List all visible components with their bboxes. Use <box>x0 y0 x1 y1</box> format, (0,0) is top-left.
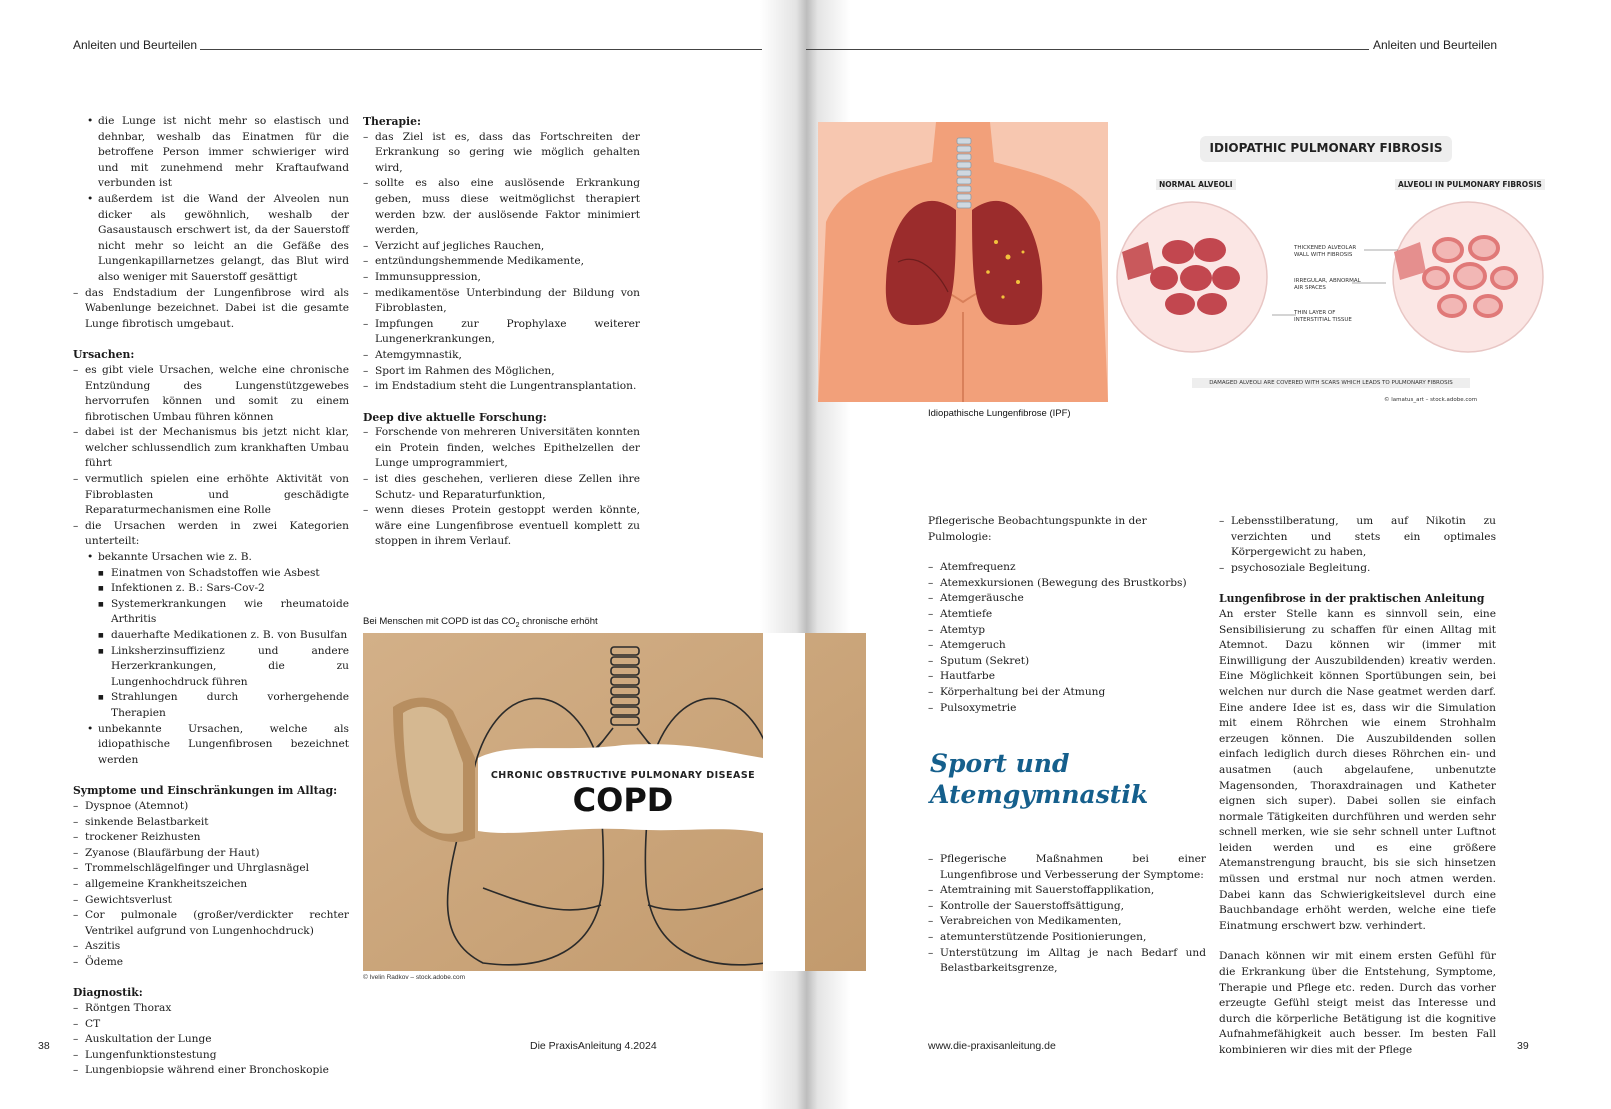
list-item: – Unterstützung im Alltag je nach Bedarf und Belastbarkeitsgrenze, <box>928 946 1206 977</box>
list-item: – allgemeine Krankheitszeichen <box>73 877 349 893</box>
list-item: – Atemfrequenz <box>928 560 1206 576</box>
list-item: – entzündungshemmende Medikamente, <box>363 254 640 270</box>
list-item: – Atemexkursionen (Bewegung des Brustkorbs) <box>928 576 1206 592</box>
list-item: ■ Systemerkrankungen wie rheumatoide Arthritis <box>98 597 349 628</box>
list-item: – Sputum (Sekret) <box>928 654 1206 670</box>
list-item: – Verabreichen von Medikamenten, <box>928 914 1206 930</box>
footer-url: www.die-praxisanleitung.de <box>928 1040 1056 1052</box>
list-item: • unbekannte Ursachen, welche als idiopathische Lungenfibrosen bezeichnet werden <box>85 722 349 769</box>
ursachen-list <box>73 363 349 550</box>
cause-categories-list <box>85 550 349 768</box>
symptome-list <box>73 799 349 971</box>
ipf-caption: Idiopathische Lungenfibrose (IPF) <box>928 408 1071 419</box>
advice-list <box>1219 514 1496 576</box>
list-item: – Lungenfunktionstestung <box>73 1048 349 1064</box>
section-title <box>930 748 1220 810</box>
ipf-bottom-note: DAMAGED ALVEOLI ARE COVERED WITH SCARS WHICH LEADS TO PULMONARY FIBROSIS <box>1192 378 1470 388</box>
copd-banner-big: COPD <box>572 781 674 819</box>
list-item: – Atemtiefe <box>928 607 1206 623</box>
intro-dash-list <box>73 286 349 333</box>
column-measures <box>928 852 1206 977</box>
intro-bullet-list <box>85 114 349 286</box>
heading-diagnostik: Diagnostik: <box>73 986 143 1000</box>
heading-symptome: Symptome und Einschränkungen im Alltag: <box>73 784 338 798</box>
list-item: – Cor pulmonale (großer/verdickter rechter Ventrikel aufgrund von Lungenhochdruck) <box>73 908 349 939</box>
page-number-right: 39 <box>1517 1040 1529 1052</box>
list-item: – Forschende von mehreren Universitäten konnten ein Protein finden, welches Epithelzellen der Lunge umprogrammiert, <box>363 425 640 472</box>
known-causes-label: bekannte Ursachen wie z. B. <box>98 551 252 564</box>
list-item: – Immunsuppression, <box>363 270 640 286</box>
list-item: – die Ursachen werden in zwei Kategorien unterteilt: <box>73 519 349 550</box>
list-item: – vermutlich spielen eine erhöhte Aktivität von Fibroblasten und geschädigte Reparaturmechanismen eine Rolle <box>73 472 349 519</box>
list-item: ■ Infektionen z. B.: Sars-Cov-2 <box>98 581 349 597</box>
ipf-credit: © lamatus_art – stock.adobe.com <box>1384 397 1478 403</box>
copd-caption-text-end: chronische erhöht <box>519 616 598 627</box>
copd-credit: © Ivelin Radkov – stock.adobe.com <box>363 974 465 981</box>
page-number-left: 38 <box>38 1040 50 1052</box>
list-item: – Atemgeräusche <box>928 591 1206 607</box>
list-item: – Trommelschlägelfinger und Uhrglasnägel <box>73 861 349 877</box>
annotation-interstitial: THIN LAYER OF INTERSTITIAL TISSUE <box>1294 310 1352 323</box>
list-item: – es gibt viele Ursachen, welche eine chronische Entzündung des Lungenstützgewebes hervorrufen können und somit zu einem fibrotischen Umbau führen können <box>73 363 349 425</box>
diagnostik-list <box>73 1001 349 1079</box>
alveoli-diagram <box>1108 122 1550 408</box>
list-item: – Lebensstilberatung, um auf Nikotin zu verzichten und stets ein optimales Körpergewicht zu haben, <box>1219 514 1496 561</box>
list-item: – psychosoziale Begleitung. <box>1219 561 1496 577</box>
copd-caption-subscript: 2 <box>515 621 520 629</box>
list-item: – Kontrolle der Sauerstoffsättigung, <box>928 899 1206 915</box>
known-causes-list <box>98 566 349 722</box>
column-observation <box>928 514 1206 716</box>
list-item: – CT <box>73 1017 349 1033</box>
list-item: – im Endstadium steht die Lungentransplantation. <box>363 379 640 395</box>
list-item: – Aszitis <box>73 939 349 955</box>
paragraph: An erster Stelle kann es sinnvoll sein, eine Sensibilisierung zu schaffen für einen Alltag mit Atemnot. Dazu können wir (immer mit Einwilligung der Auszubildenden) kreativ werden. Eine Möglichkeit können Sportübungen sein, bei welchen nur durch die Nase geatmet werden darf. Eine andere Idee ist es, dass wir die Simulation mit einem Röhrchen wie einem Strohhalm erzeugen können. Die Auszubildenden sollen einfach lediglich durch dieses Röhrchen ein- und ausatmen (auch abgelaufene, unbenutzte Magensonden, Thoraxdrainagen und Katheter eignen sich super). Dabei sollen sie einfach normale Tätigkeiten durchführen und werden sehr schnell merken, wie sie sehr schnell unter Luftnot leiden werden und es eine größere Atemanstrengung braucht, bis sie sich hinsetzen müssen und erstmal nur noch atmen werden. Dabei kann das Schwierigkeitslevel durch eine Bauchbandage erhöht werden, welche eine tiefe Einatmung erschwert bzw. verhindert. <box>1219 607 1496 932</box>
list-item: – Atemtraining mit Sauerstoffapplikation, <box>928 883 1206 899</box>
heading-ursachen: Ursachen: <box>73 348 135 362</box>
list-item: – Zyanose (Blaufärbung der Haut) <box>73 846 349 862</box>
list-item: – atemunterstützende Positionierungen, <box>928 930 1206 946</box>
list-item: – Verzicht auf jegliches Rauchen, <box>363 239 640 255</box>
ipf-title: IDIOPATHIC PULMONARY FIBROSIS <box>1209 141 1443 155</box>
list-item: ■ Einatmen von Schadstoffen wie Asbest <box>98 566 349 582</box>
list-item: – Atemgymnastik, <box>363 348 640 364</box>
annotation-thickened-wall: THICKENED ALVEOLAR WALL WITH FIBROSIS <box>1294 245 1357 258</box>
list-item: – Dyspnoe (Atemnot) <box>73 799 349 815</box>
header-rule-left <box>200 49 762 50</box>
torso-image <box>818 122 1108 402</box>
list-item: – Körperhaltung bei der Atmung <box>928 685 1206 701</box>
list-item: – Impfungen zur Prophylaxe weiterer Lungenerkrankungen, <box>363 317 640 348</box>
list-item: – ist dies geschehen, verlieren diese Zellen ihre Schutz- und Reparaturfunktion, <box>363 472 640 503</box>
list-item: – sollte es also eine auslösende Erkrankung geben, muss diese weitmöglichst therapiert werden bzw. der auslösende Faktor minimiert werden, <box>363 176 640 238</box>
fibrosis-alveoli-label: ALVEOLI IN PULMONARY FIBROSIS <box>1395 179 1545 190</box>
list-item: – das Endstadium der Lungenfibrose wird als Wabenlunge bezeichnet. Dabei ist die gesamte Lunge fibrotisch umgebaut. <box>73 286 349 333</box>
copd-image <box>363 633 866 971</box>
annotation-irregular-spaces: IRREGULAR, ABNORMAL AIR SPACES <box>1294 278 1361 291</box>
research-list <box>363 425 640 550</box>
copd-caption <box>363 616 598 629</box>
section-title-line: Sport und <box>930 749 1070 778</box>
list-item: • die Lunge ist nicht mehr so elastisch und dehnbar, weshalb das Einatmen für die betroffene Person immer schwieriger wird und mit zunehmend mehr Kraftaufwand verbunden ist <box>85 114 349 192</box>
section-title-line: Atemgymnastik <box>930 780 1149 809</box>
heading-research: Deep dive aktuelle Forschung: <box>363 410 547 424</box>
footer-magazine: Die PraxisAnleitung 4.2024 <box>530 1040 657 1052</box>
header-rule-right <box>806 49 1369 50</box>
list-item: – Röntgen Thorax <box>73 1001 349 1017</box>
list-item: – sinkende Belastbarkeit <box>73 815 349 831</box>
list-item: – Atemgeruch <box>928 638 1206 654</box>
list-item: ■ Linksherzinsuffizienz und andere Herzerkrankungen, die zu Lungenhochdruck führen <box>98 644 349 691</box>
normal-alveoli-label: NORMAL ALVEOLI <box>1156 179 1236 190</box>
column-therapy-research <box>363 114 640 550</box>
list-item: – Auskultation der Lunge <box>73 1032 349 1048</box>
list-item: • außerdem ist die Wand der Alveolen nun dicker als gewöhnlich, weshalb der Gasaustausch erschwert ist, da der Sauerstoff nicht mehr so leicht an die Gefäße des Lungenkapillarnetzes gelangt, das Blut wird also weniger mit Sauerstoff gesättigt <box>85 192 349 286</box>
alveoli-illustration <box>1108 122 1550 408</box>
list-item: – Ödeme <box>73 955 349 971</box>
list-item: – Gewichtsverlust <box>73 893 349 909</box>
running-head-right: Anleiten und Beurteilen <box>1373 38 1498 52</box>
observation-list <box>928 560 1206 716</box>
running-head-left: Anleiten und Beurteilen <box>73 38 198 52</box>
heading-practical: Lungenfibrose in der praktischen Anleitung <box>1219 592 1485 606</box>
copd-banner-small: CHRONIC OBSTRUCTIVE PULMONARY DISEASE <box>490 770 756 781</box>
list-item: – Lungenbiopsie während einer Bronchoskopie <box>73 1063 349 1079</box>
list-item: – Pflegerische Maßnahmen bei einer Lungenfibrose und Verbesserung der Symptome: <box>928 852 1206 883</box>
list-item: ■ dauerhafte Medikationen z. B. von Busulfan <box>98 628 349 644</box>
copd-caption-text: Bei Menschen mit COPD ist das CO <box>363 616 516 627</box>
list-item: – Sport im Rahmen des Möglichen, <box>363 364 640 380</box>
list-item: – dabei ist der Mechanismus bis jetzt nicht klar, welcher schlussendlich zum krankhaften Umbau führt <box>73 425 349 472</box>
list-item: ■ Strahlungen durch vorhergehende Therapien <box>98 690 349 721</box>
list-item: – Hautfarbe <box>928 669 1206 685</box>
list-item: – das Ziel ist es, dass das Fortschreiten der Erkrankung so gering wie möglich gehalten wird, <box>363 130 640 177</box>
list-item: – wenn dieses Protein gestoppt werden könnte, wäre eine Lungenfibrose eventuell komplett zu stoppen in ihrem Verlauf. <box>363 503 640 550</box>
list-item: – medikamentöse Unterbindung der Bildung von Fibroblasten, <box>363 286 640 317</box>
paragraph: Danach können wir mit einem ersten Gefühl für die Erkrankung über die Entstehung, Symptome, Therapie und Pflege etc. reden. Durch das vorher erzeugte Gefühl steigt meist das Interesse und durch die körperliche Betätigung ist die kognitive Aufnahmefähigkeit auch besser. Im besten Fall kombinieren wir dies mit der Pflege <box>1219 950 1496 1056</box>
observation-heading: Pflegerische Beobachtungspunkte in der Pulmologie: <box>928 515 1147 543</box>
therapie-list <box>363 130 640 395</box>
column-practical-guidance <box>1219 514 1496 1059</box>
measures-list <box>928 852 1206 977</box>
list-item: – Atemtyp <box>928 623 1206 639</box>
list-item <box>85 550 349 722</box>
column-causes-symptoms <box>73 114 349 1079</box>
list-item: – trockener Reizhusten <box>73 830 349 846</box>
heading-therapie: Therapie: <box>363 115 421 128</box>
torso-illustration <box>818 122 1108 402</box>
list-item: – Pulsoxymetrie <box>928 701 1206 717</box>
